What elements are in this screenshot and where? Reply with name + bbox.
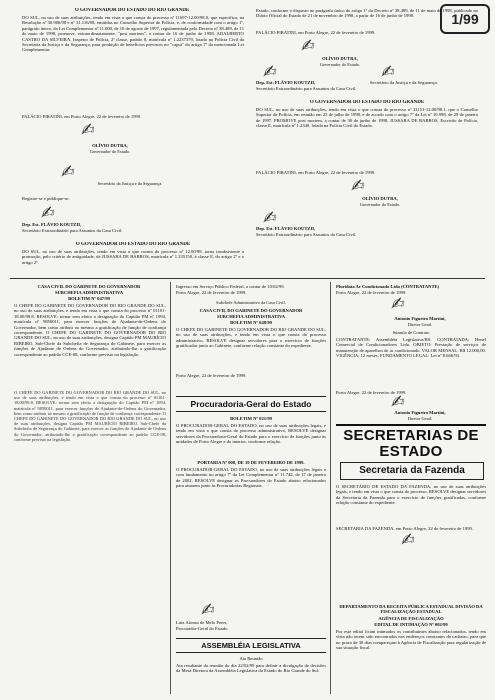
top-right-chefe-2-role: Secretário Extraordinário para Assuntos da Casa Civil.: [256, 232, 357, 237]
top-left-body: DO SUL, no uso de suas atribuições, tendo em vista o que consta do processo nº 11697-12.00/98.0, que especifica, na Resolução nº 30.986/98 e nº 31.116/98, emitidas no Conselho Superior de Polícia, e, de conformidade com o artigo 1º, parágrafo único, da Lei Complementar nº 11.000, de 10 de agosto de 1997, regulamentada pelo Decreto nº 38.489, de 11 de maio de 1998, promove, extraordinariamente, "post mortem", a contar de 16 de junho de 1998, ADALBERTO CASTRO DA SILVEIRA, Inspetor de Polícia, 2ª classe, padrão 8, matrícula nº 1.2237379, lotado na Polícia Civil da Secretaria da Justiça e da Segurança, para produção de benefícios previstos no "caput" do artigo 7º da mencionada Lei Complementar.: [22, 15, 244, 53]
top-right-signature-3: ✍︎: [348, 175, 365, 196]
top-left-secretary-role: Secretário da Justiça e da Segurança.: [97, 181, 163, 186]
top-left-place: PALÁCIO PIRATINI, em Porto Alegre, 22 de fevereiro de 1999.: [22, 114, 142, 119]
top-left-chefe-role: Secretário Extraordinário para Assuntos da Casa Civil.: [22, 228, 123, 233]
col3-signer-2-role: Diretor Geral.: [407, 416, 433, 421]
col2-reuniao: Ata Reunião: [239, 656, 263, 661]
col2-procuradoria-banner: Procuradoria-Geral do Estado: [176, 396, 326, 412]
top-left-heading: O GOVERNADOR DO ESTADO DO RIO GRANDE: [74, 8, 190, 13]
col2-pg-body: O PROCURADOR-GERAL DO ESTADO, no uso de suas atribuições legais, e tendo em vista o que consta do processo administrativo, RESOLVE designar servidores da Procuradoria-Geral do Estado para o exercício de funções junto às unidades de Porto Alegre e do interior, conforme relação.: [176, 423, 326, 445]
top-right-secretary-role: Secretário da Justiça e da Segurança.: [370, 80, 438, 85]
top-right-chefe-signature-2: ✍︎: [260, 207, 277, 228]
col2-header-2: SUBCHEFIA ADMINISTRATIVA: [216, 314, 286, 319]
col1-header-3: BOLETIM Nº 047/99: [68, 296, 110, 301]
top-left-signer: OLÍVIO DUTRA,: [92, 143, 128, 148]
top-right-signer-2-role: Governador do Estado.: [359, 202, 401, 207]
col1-header-2: SUBCHEFIA ADMINISTRATIVA: [54, 290, 124, 295]
top-left-signature: ✍︎: [78, 119, 95, 140]
separator-line: [10, 278, 485, 279]
col3-place: Porto Alegre, 22 de fevereiro de 1999.: [336, 290, 407, 295]
col3-signature: ✍︎: [388, 293, 405, 314]
top-right-chefe-signature: ✍︎: [260, 61, 277, 82]
top-right-secretary-signature: ✍︎: [378, 61, 395, 82]
top-right-signer-2: OLÍVIO DUTRA,: [362, 196, 398, 201]
column-divider-2: [330, 282, 331, 694]
col3-place-3: SECRETARIA DA FAZENDA, em Porto Alegre, 22 de fevereiro de 1999.: [336, 526, 473, 531]
top-left-registro: Registre-se e publique-se.: [22, 196, 70, 201]
top-left-signer-role: Governador do Estado.: [89, 149, 131, 154]
col3-fazenda-banner: Secretaria da Fazenda: [340, 462, 484, 480]
top-left-chefe: Dep. Est. FLÁVIO KOUTZII,: [22, 222, 82, 227]
col2-body: O CHEFE DO GABINETE DO GOVERNADOR DO RIO GRANDE DO SUL, no uso de suas atribuições, e tendo em vista o que consta do processo administrativo, RESOLVE designar servidores para o exercício de funções gratificadas junto ao Gabinete, conforme relação constante do expediente.: [176, 327, 326, 349]
middle-body: DO SUL, no uso de suas atribuições, tendo em vista o que consta do processo nº 12.00/98, torna insubsistente a promoção, pelo critério de antiguidade, de JUSSARA DE BARROS, matrícula nº 1.235150, à classe E, do artigo 2º e o artigo 2º.: [22, 249, 244, 265]
col3-contrato: CONTRATANTE: Assembléia Legislativa/RS. CONTRATADA: Henel Comercial de Condicionadores Ltda. OBJETO: Prestação de serviços de manutenção de aparelhos de ar condicionado. VALOR MENSAL: R$ 12.000,00. VIGÊNCIA: 12 meses. FUNDAMENTO LEGAL: Lei nº 8.666/93.: [336, 337, 486, 359]
col2-portaria: PORTARIA Nº 008, DE 19 DE FEVEREIRO DE 1999.: [197, 460, 305, 465]
col2-signer: Luiz Afonso de Melo Peres,: [176, 620, 228, 625]
col2-place: Porto Alegre, 22 de fevereiro de 1999.: [176, 290, 247, 295]
top-right-body: DO SUL, no uso de suas atribuições, tendo em vista o que consta do processo nº 21151-12.00/98.1, que o Conselho Superior de Polícia, em reunião em 25 de julho de 1998, e de acordo com o artigo 7º da Lei nº 10.998, de 29 de janeiro de 1997, PROMOVE post mortem, a contar de 30 de junho de 1998, JUSSARA DE BARROS, Escrivão de Polícia, classe E, matrícula nº 1.2340, lotada na Polícia Civil do Estado.: [256, 107, 478, 129]
col2-signer-role: Procurador-Geral do Estado.: [176, 626, 229, 631]
top-right-chefe-role: Secretário Extraordinário para Assuntos da Casa Civil.: [256, 86, 357, 91]
col3-edital: EDITAL DE INTIMAÇÃO Nº 002/99: [374, 622, 448, 627]
top-left-chefe-signature: ✍︎: [38, 202, 55, 223]
top-right-place-2: PALÁCIO PIRATINI, em Porto Alegre, 22 de fevereiro de 1999.: [256, 170, 376, 175]
col3-dept-2: AGÊNCIA DE FISCALIZAÇÃO: [378, 616, 444, 621]
col3-sumula: Súmula de Contrato: [392, 330, 430, 335]
col3-signer-role: Diretor Geral.: [407, 322, 433, 327]
col3-signer: Antonio Figueira Martini,: [394, 316, 446, 321]
column-divider-1: [170, 282, 171, 694]
col3-secretarias-banner: SECRETARIAS DE ESTADO: [336, 424, 486, 460]
col1-body: O CHEFE DO GABINETE DO GOVERNADOR DO RIO GRANDE DO SUL, no uso de suas atribuições, e tendo em vista o que consta do processo nº 01101-18.00/99.8, RESOLVE: tornar sem efeito a designação do Capitão PM nº 1094, matrícula nº 9850011, para exercer funções de Ajudante-de-Ordens do Governador, bem como atribuir ao mesmo a gratificação de função de confiança correspondente. O CHEFE DO GABINETE DO GOVERNADOR DO RIO GRANDE DO SUL, no uso de suas atribuições, designa Capitão PM MAURÍCIO RIBEIRO, Sub-Chefe da Subchefia de Segurança do Gabinete, para exercer as funções de Ajudante de Ordens do Governador, atribuindo-lhe a gratificação correspondente ao padrão CCE-08, conforme previsto na legislação.: [14, 303, 166, 357]
top-right-chefe: Dep. Est. FLÁVIO KOUTZII,: [256, 80, 316, 85]
col2-header-1: CASA CIVIL DO GABINETE DO GOVERNADOR: [199, 308, 303, 313]
col3-signature-2: ✍︎: [388, 391, 405, 412]
col2-header-3: BOLETIM Nº 048/99: [230, 320, 272, 325]
col1-header-1: CASA CIVIL DO GABINETE DO GOVERNADOR: [37, 284, 141, 289]
top-right-place: PALÁCIO PIRATINI, em Porto Alegre, 22 de fevereiro de 1999.: [256, 30, 376, 35]
col2-place-2: Porto Alegre, 22 de fevereiro de 1999.: [176, 373, 247, 378]
col2-al-body: Ata resultante da reunião do dia 22/02/99 para definir a divulgação de decisões da Mesa Diretora da Assembléia Legislativa do Estado do Rio Grande do Sul.: [176, 663, 326, 674]
top-right-chefe-2: Dep. Est. FLÁVIO KOUTZII,: [256, 226, 316, 231]
top-right-intro: Estado, conforme o disposto no parágrafo único do artigo 1º do Decreto nº 38.489, de 11 de maio de 1998, publicado no Diário Oficial do Estado de 21 de novembro de 1998, a partir de 16 de junho de 1998.: [256, 8, 478, 19]
col2-assembleia-banner: ASSEMBLÉIA LEGISLATIVA: [176, 638, 326, 653]
top-right-signer-role: Governador do Estado.: [319, 62, 361, 67]
col2-role: Subchefe Administrativo da Casa Civil.: [216, 300, 286, 305]
stamp-text: 1/99: [451, 11, 479, 27]
col2-boletim: BOLETIM Nº 021/99: [230, 416, 272, 421]
col3-dept: DEPARTAMENTO DA RECEITA PÚBLICA ESTADUAL DIVISÃO DA FISCALIZAÇÃO ESTADUAL: [339, 604, 483, 615]
middle-heading: O GOVERNADOR DO ESTADO DO RIO GRANDE: [75, 242, 191, 247]
col2-portaria-body: O PROCURADOR-GERAL DO ESTADO, no uso de suas atribuições legais e com fundamento no artigo 7º da Lei Complementar nº 11.742, de 17 de janeiro de 2002, RESOLVE designar os Procuradores do Estado abaixo relacionados para atuarem junto às Procuradorias Regionais.: [176, 467, 326, 489]
col3-signature-3: ✍︎: [398, 529, 415, 550]
top-right-heading: O GOVERNADOR DO ESTADO DO RIO GRANDE: [309, 100, 425, 105]
col2-signature: ✍︎: [198, 599, 215, 620]
top-right-signature: ✍︎: [298, 35, 315, 56]
col3-intro: Pluridata Ar Condicionado Ltda (CONTRATANTE): [336, 284, 440, 289]
col3-place-2: Porto Alegre, 22 de fevereiro de 1999.: [336, 390, 407, 395]
top-right-signer: OLÍVIO DUTRA,: [322, 56, 358, 61]
col3-fazenda-body: O SECRETÁRIO DE ESTADO DA FAZENDA, no uso de suas atribuições legais, e tendo em vista o que consta do processo, RESOLVE designar servidores da Secretaria da Fazenda para o exercício de funções gratificadas, conforme relação constante do expediente.: [336, 484, 486, 506]
col2-intro: Ingresso em Serviço Público Federal, a contar de 10/02/99.: [176, 284, 285, 289]
col3-signer-2: Antonio Figueira Martini,: [394, 410, 446, 415]
col1-continuation-text: O CHEFE DO GABINETE DO GOVERNADOR DO RIO GRANDE DO SUL, no uso de suas atribuições, e tendo em vista o que consta do processo nº 01101-18.00/99.8, RESOLVE: tornar sem efeito a designação do Capitão PM nº 1094, matrícula nº 9850011, para exercer funções de Ajudante-de-Ordens do Governador, bem como atribuir ao mesmo a gratificação de função de confiança correspondente. O CHEFE DO GABINETE DO GOVERNADOR DO RIO GRANDE DO SUL, no uso de suas atribuições, designa Capitão PM MAURÍCIO RIBEIRO, Sub-Chefe da Subchefia de Segurança do Gabinete, para exercer as funções de Ajudante de Ordens do Governador, atribuindo-lhe a gratificação correspondente ao padrão CCE-08, conforme previsto na legislação.: [14, 390, 166, 442]
top-left-signature-2: ✍︎: [58, 161, 75, 182]
col3-edital-body: Por este edital ficam intimados os contribuintes abaixo relacionados, tendo em vista não terem sido encontrados nos endereços constantes do cadastro, para que no prazo de 30 dias compareçam à Agência de Fiscalização para regularização de sua situação fiscal.: [336, 629, 486, 651]
